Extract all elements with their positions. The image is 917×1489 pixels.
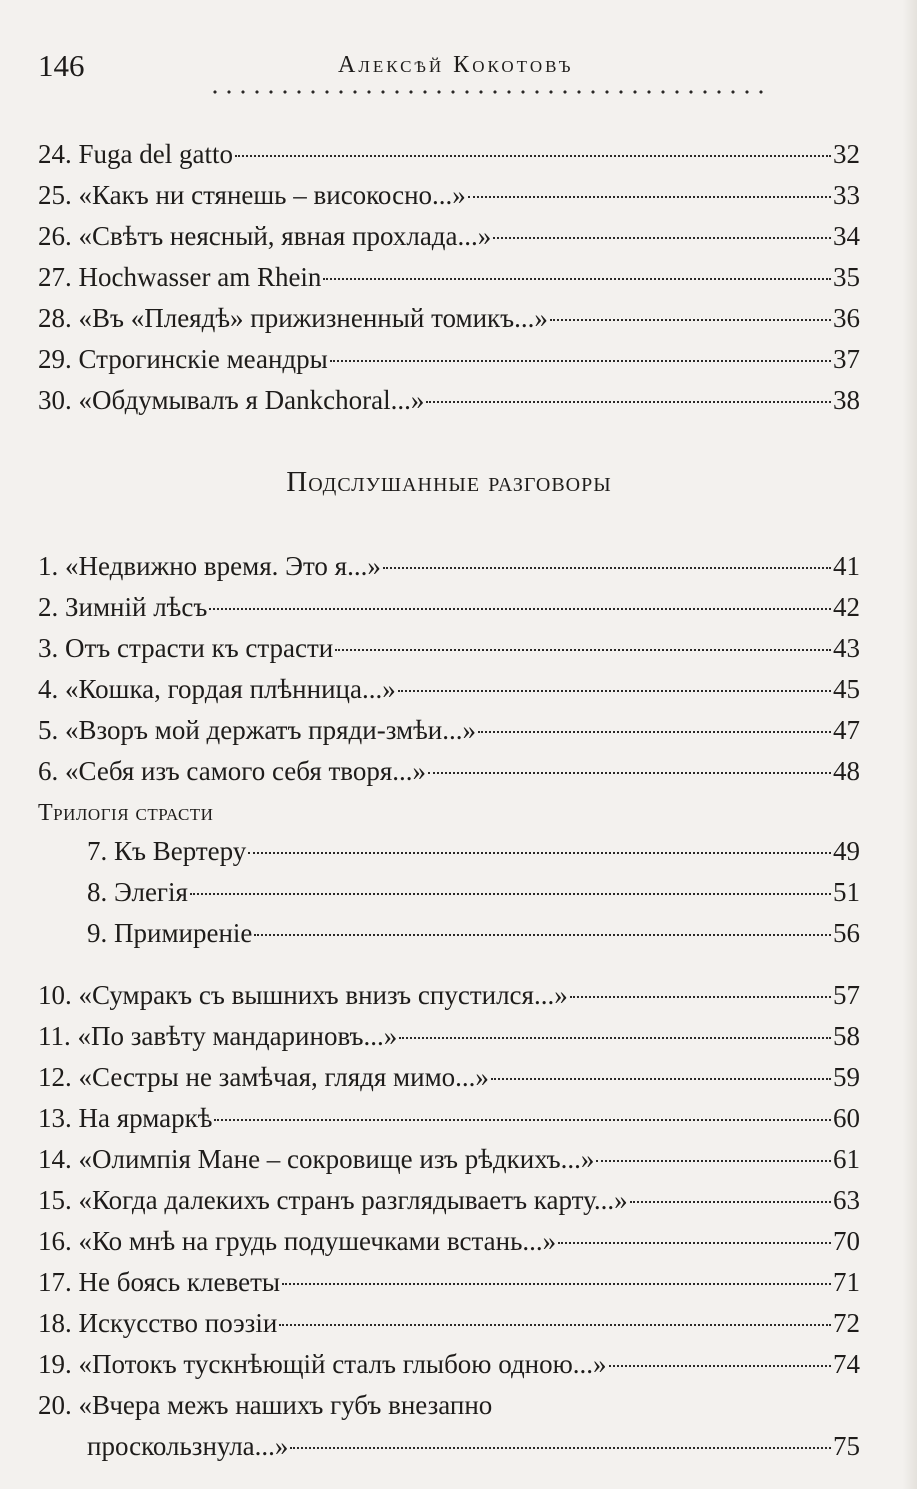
toc-section-list	[38, 551, 860, 797]
toc-entry[interactable]: 7. Къ Вертеру 49	[87, 836, 860, 866]
toc-entry[interactable]: 14. «Олимпія Мане – сокровище изъ рѣдкихъ...» 61	[38, 1144, 860, 1174]
toc-entry[interactable]: 24. Fuga del gatto 32	[38, 139, 860, 169]
toc-entry[interactable]: 9. Примиреніе 56	[87, 918, 860, 948]
toc-entry[interactable]: 28. «Въ «Плеядѣ» прижизненный томикъ...» 36	[38, 303, 860, 333]
toc-entry[interactable]: 13. На ярмаркѣ 60	[38, 1103, 860, 1133]
toc-top-list	[38, 139, 860, 426]
dotted-rule	[208, 88, 768, 96]
toc-entry[interactable]: 18. Искусство поэзіи 72	[38, 1308, 860, 1338]
toc-entry[interactable]: 17. Не боясь клеветы 71	[38, 1267, 860, 1297]
toc-entry-line2[interactable]: проскользнула...» 75	[87, 1431, 860, 1461]
toc-entry[interactable]: 29. Строгинскіе меандры 37	[38, 344, 860, 374]
toc-entry[interactable]: 30. «Обдумывалъ я Dankchoral...» 38	[38, 385, 860, 415]
page-number: 146	[38, 48, 85, 83]
running-head: Алексѣй Кокотовъ	[338, 52, 574, 78]
toc-bottom-list	[38, 980, 860, 1472]
toc-entry-line1[interactable]: 20. «Вчера межъ нашихъ губъ внезапно	[38, 1390, 493, 1420]
toc-entry[interactable]: 15. «Когда далекихъ странъ разглядываетъ карту...» 63	[38, 1185, 860, 1215]
toc-entry[interactable]: 27. Hochwasser am Rhein 35	[38, 262, 860, 292]
toc-entry[interactable]: 10. «Сумракъ съ вышнихъ внизъ спустился...» 57	[38, 980, 860, 1010]
toc-entry[interactable]: 3. Отъ страсти къ страсти 43	[38, 633, 860, 663]
toc-entry[interactable]: 6. «Себя изъ самого себя творя...» 48	[38, 756, 860, 786]
toc-entry[interactable]: 19. «Потокъ тускнѣющій сталъ глыбою одною...» 74	[38, 1349, 860, 1379]
page-edge	[903, 0, 917, 1489]
toc-entry[interactable]: 4. «Кошка, гордая плѣнница...» 45	[38, 674, 860, 704]
toc-entry[interactable]: 12. «Сестры не замѣчая, глядя мимо...» 59	[38, 1062, 860, 1092]
toc-entry[interactable]: 2. Зимній лѣсъ 42	[38, 592, 860, 622]
subheading: Трилогія страсти	[38, 800, 214, 826]
toc-trilogy-list	[38, 836, 860, 959]
toc-entry[interactable]: 26. «Свѣтъ неясный, явная прохлада...» 34	[38, 221, 860, 251]
toc-entry[interactable]: 16. «Ко мнѣ на грудь подушечками встань...» 70	[38, 1226, 860, 1256]
toc-entry[interactable]: 1. «Недвижно время. Это я...» 41	[38, 551, 860, 581]
page-header	[38, 48, 858, 88]
toc-entry[interactable]: 25. «Какъ ни стянешь – високосно...» 33	[38, 180, 860, 210]
toc-entry[interactable]: 8. Элегія 51	[87, 877, 860, 907]
toc-entry[interactable]: 11. «По завѣту мандариновъ...» 58	[38, 1021, 860, 1051]
toc-entry[interactable]: 5. «Взоръ мой держатъ пряди-змѣи...» 47	[38, 715, 860, 745]
section-title: Подслушанные разговоры	[286, 466, 612, 498]
